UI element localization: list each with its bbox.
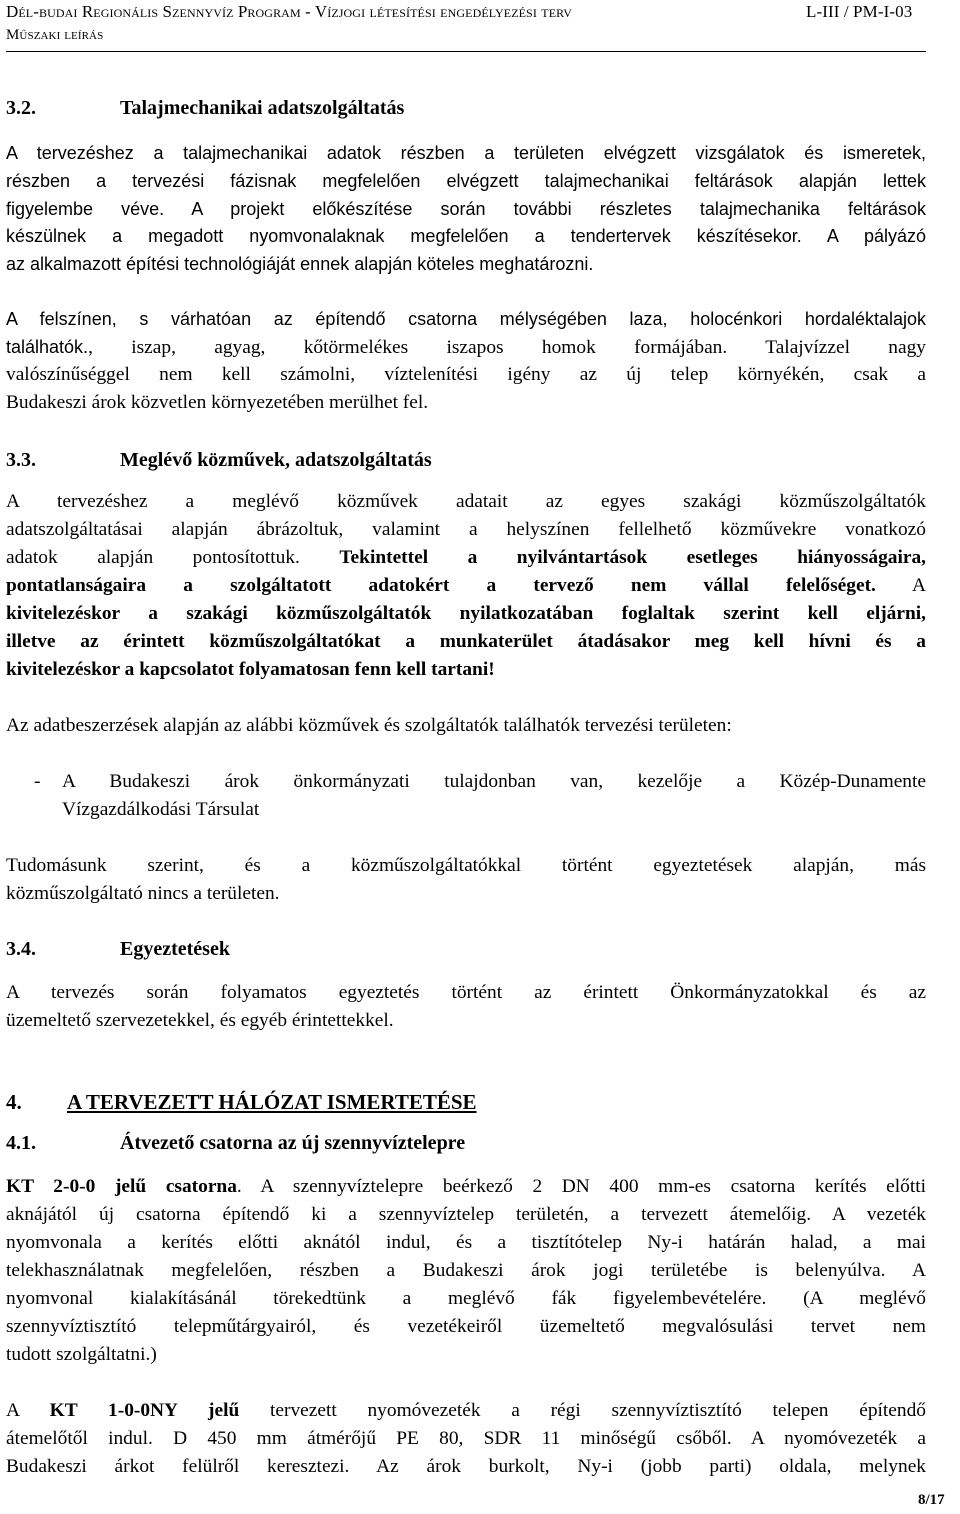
paragraph-line: szennyvíztisztító telepműtárgyairól, és vezetékeiről üzemeltető megvalósulási tervet nem: [6, 1316, 926, 1337]
text-run: A: [875, 575, 927, 596]
section-number: 3.4.: [6, 938, 36, 960]
paragraph-line: [6, 1397, 926, 1425]
section-title: Átvezető csatorna az új szennyvíztelepre: [120, 1132, 466, 1154]
paragraph-line: Az adatbeszerzések alapján az alábbi közművek és szolgáltatók találhatók tervezési területen:: [6, 715, 732, 736]
paragraph-line: A tervezés során folyamatos egyeztetés történt az érintett Önkormányzatokkal és az: [6, 982, 926, 1003]
text-run-bold: KT 2-0-0 jelű csatorna: [6, 1176, 237, 1197]
paragraph-line: [6, 1173, 926, 1201]
paragraph-line: az alkalmazott építési technológiáját ennek alapján köteles meghatározni.: [6, 254, 594, 274]
bullet-line: A Budakeszi árok önkormányzati tulajdonban van, kezelője a Közép-Dunamente: [62, 771, 926, 792]
text-run-bold: KT 1-0-0NY jelű: [49, 1400, 240, 1421]
paragraph-line: üzemeltető szervezetekkel, és egyéb érintettekkel.: [6, 1010, 394, 1031]
paragraph-line: [6, 572, 926, 600]
paragraph-line: Budakeszi árok közvetlen környezetében merülhet fel.: [6, 392, 429, 413]
chapter-title: A TERVEZETT HÁLÓZAT ISMERTETÉSE: [67, 1090, 477, 1114]
paragraph-line: tudott szolgáltatni.): [6, 1344, 157, 1365]
paragraph-line: Budakeszi árkot felülről keresztezi. Az árok burkolt, Ny-i (jobb parti) oldala, melynek: [6, 1456, 926, 1477]
text-run: tervezett nyomóvezeték a régi szennyvíztisztító telepen építendő: [239, 1400, 926, 1421]
paragraph-line: nyomvonala a kerítés előtti aknától indul, és a tisztítótelep Ny-i határán halad, a mai: [6, 1232, 926, 1253]
paragraph-line: figyelembe véve. A projekt előkészítése során további részletes talajmechanika feltárások: [6, 199, 926, 219]
text-run-bold: Tekintettel a nyilvántartások esetleges hiányosságaira,: [339, 547, 926, 568]
section-number: 3.3.: [6, 449, 36, 471]
text-run: Talajvízzel nagy: [727, 337, 926, 358]
paragraph-line: készülnek a megadott nyomvonalaknak megfelelően a tendertervek készítésekor. A pályázó: [6, 226, 926, 246]
text-run: . A szennyvíztelepre beérkező 2 DN 400 mm-es csatorna kerítés előtti: [236, 1176, 927, 1197]
paragraph-line: A tervezéshez a meglévő közművek adatait az egyes szakági közműszolgáltatók: [6, 491, 926, 512]
section-number: 3.2.: [6, 97, 36, 119]
text-run: adatok alapján pontosítottuk.: [6, 547, 300, 568]
header-rule: [6, 51, 926, 52]
section-title: Talajmechanikai adatszolgáltatás: [120, 97, 405, 119]
paragraph-line: nyomvonal kialakításánál törekedtünk a meglévő fák figyelembevételére. (A meglévő: [6, 1288, 926, 1309]
paragraph-line: közműszolgáltató nincs a területen.: [6, 883, 280, 904]
section-number: 4.1.: [6, 1132, 36, 1154]
paragraph-line: [6, 544, 926, 572]
paragraph-line: adatszolgáltatásai alapján ábrázoltuk, valamint a helyszínen fellelhető közművekre vonatkozó: [6, 519, 926, 540]
text-run: A: [6, 1400, 50, 1421]
paragraph-line: átemelőtől indul. D 450 mm átmérőjű PE 80, SDR 11 minőségű csőből. A nyomóvezeték a: [6, 1428, 926, 1449]
section-title: Meglévő közművek, adatszolgáltatás: [120, 449, 432, 471]
paragraph-line: részben a tervezési fázisnak megfelelően elvégzett talajmechanikai feltárások alapján lettek: [6, 171, 926, 191]
paragraph-line: aknájától új csatorna építendő ki a szennyvíztelep területén, a tervezett átemelőig. A vezeték: [6, 1204, 926, 1225]
paragraph-line: A tervezéshez a talajmechanikai adatok részben a területen elvégzett vizsgálatok és ismeretek,: [6, 143, 926, 163]
header-title: Dél-budai Regionális Szennyvíz Program - Vízjogi létesítési engedélyezési terv: [6, 2, 573, 21]
chapter-number: 4.: [6, 1090, 22, 1114]
text-run: , iszap, agyag, kőtörmelékes iszapos homok formájában.: [88, 337, 728, 358]
paragraph-line: illetve az érintett közműszolgáltatókat a munkaterület átadásakor meg kell hívni és a: [6, 631, 926, 652]
text-run-bold: pontatlanságaira a szolgáltatott adatokért a tervező nem vállal felelőséget.: [6, 575, 876, 596]
bullet-dash: -: [34, 771, 41, 792]
page-number: 8/17: [918, 1492, 945, 1508]
paragraph-line: Tudomásunk szerint, és a közműszolgáltatókkal történt egyeztetések alapján, más: [6, 855, 926, 876]
header-subtitle: Műszaki leírás: [6, 27, 104, 43]
paragraph-line: kivitelezéskor a kapcsolatot folyamatosan fenn kell tartani!: [6, 659, 495, 680]
paragraph-line: kivitelezéskor a szakági közműszolgáltatók nyilatkozatában foglaltak szerint kell eljárni,: [6, 603, 926, 624]
bullet-line: Vízgazdálkodási Társulat: [62, 799, 260, 820]
paragraph-line: A felszínen, s várhatóan az építendő csatorna mélységében laza, holocénkori hordaléktalajok: [6, 309, 926, 329]
paragraph-line: telekhasználatnak megfelelően, részben a Budakeszi árok jogi területébe is belenyúlva. A: [6, 1260, 926, 1281]
paragraph-line: valószínűséggel nem kell számolni, víztelenítési igény az új telep környékén, csak a: [6, 364, 926, 385]
paragraph-line: [6, 333, 926, 362]
header-code: L-III / PM-I-03: [806, 2, 913, 21]
section-title: Egyeztetések: [120, 938, 230, 960]
text-run: találhatók.: [6, 337, 89, 357]
